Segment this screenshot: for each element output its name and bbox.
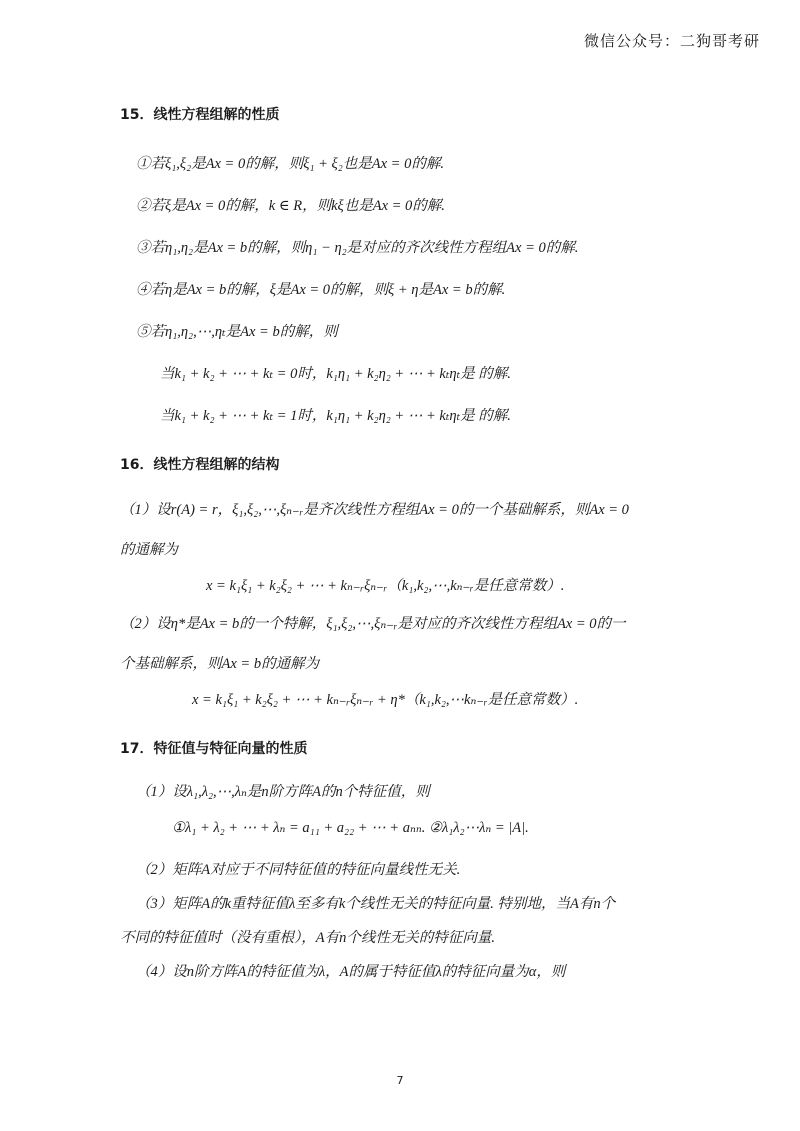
property-line-2: ②若ξ是Ax = 0的解，k ∈ R，则kξ也是Ax = 0的解. xyxy=(136,198,445,214)
property-line-6: 当k₁ + k₂ + ⋯ + kₜ = 0时，k₁η₁ + k₂η₂ + ⋯ + kₜηₜ是 的解. xyxy=(160,366,511,382)
eigen-formula: ①λ₁ + λ₂ + ⋯ + λₙ = a₁₁ + a₂₂ + ⋯ + aₙₙ. ②λ₁λ₂⋯λₙ = |A|. xyxy=(172,820,529,836)
structure-formula-1: x = k₁ξ₁ + k₂ξ₂ + ⋯ + kₙ₋ᵣξₙ₋ᵣ（k₁,k₂,⋯,kₙ₋ᵣ是任意常数）. xyxy=(206,578,565,594)
property-line-3: ③若η₁,η₂是Ax = b的解，则η₁ − η₂是对应的齐次线性方程组Ax = 0的解. xyxy=(136,240,579,256)
eigen-line-1: （1）设λ₁,λ₂,⋯,λₙ是n阶方阵A的n个特征值，则 xyxy=(136,784,430,800)
section-title-15: 15．线性方程组解的性质 xyxy=(120,107,280,123)
section-title-17: 17．特征值与特征向量的性质 xyxy=(120,741,308,757)
section-title-16: 16．线性方程组解的结构 xyxy=(120,457,280,473)
page-number: 7 xyxy=(396,1074,404,1087)
structure-line-4: 个基础解系，则Ax = b的通解为 xyxy=(120,656,320,672)
structure-line-3: （2）设η*是Ax = b的一个特解，ξ₁,ξ₂,⋯,ξₙ₋ᵣ是对应的齐次线性方程组Ax = 0的一 xyxy=(120,616,626,632)
structure-line-1: （1）设r(A) = r，ξ₁,ξ₂,⋯,ξₙ₋ᵣ是齐次线性方程组Ax = 0的一个基础解系，则Ax = 0 xyxy=(120,502,629,518)
structure-line-2: 的通解为 xyxy=(120,542,178,558)
header-source: 微信公众号：二狗哥考研 xyxy=(583,32,760,50)
structure-formula-2: x = k₁ξ₁ + k₂ξ₂ + ⋯ + kₙ₋ᵣξₙ₋ᵣ + η*（k₁,k₂,⋯kₙ₋ᵣ是任意常数）. xyxy=(192,692,579,708)
property-line-7: 当k₁ + k₂ + ⋯ + kₜ = 1时，k₁η₁ + k₂η₂ + ⋯ + kₜηₜ是 的解. xyxy=(160,408,511,424)
eigen-line-4: 不同的特征值时（没有重根），A有n个线性无关的特征向量. xyxy=(120,930,495,946)
property-line-1: ①若ξ₁,ξ₂是Ax = 0的解，则ξ₁ + ξ₂也是Ax = 0的解. xyxy=(136,156,444,172)
property-line-4: ④若η是Ax = b的解，ξ是Ax = 0的解，则ξ + η是Ax = b的解. xyxy=(136,282,506,298)
eigen-line-5: （4）设n阶方阵A的特征值为λ，A的属于特征值λ的特征向量为α，则 xyxy=(136,964,566,980)
eigen-line-2: （2）矩阵A对应于不同特征值的特征向量线性无关. xyxy=(136,862,461,878)
property-line-5: ⑤若η₁,η₂,⋯,ηₜ是Ax = b的解，则 xyxy=(136,324,338,340)
eigen-line-3: （3）矩阵A的k重特征值λ至多有k个线性无关的特征向量. 特别地，当A有n个 xyxy=(136,896,616,912)
